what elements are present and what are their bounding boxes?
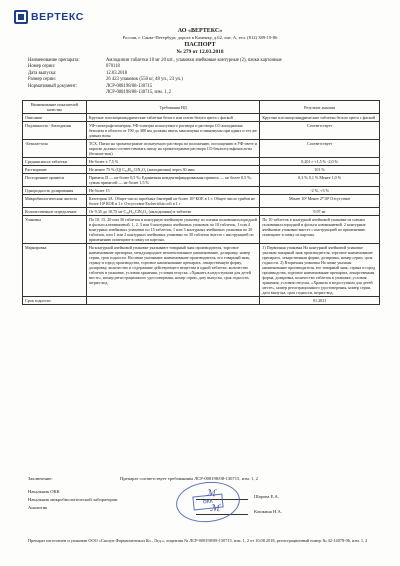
quality-table bbox=[22, 100, 380, 305]
requirement-cell: На контурной ячейковой упаковке указывают товарный знак производителя, торговое наименование препарата, международное непатентованное наименование, дозировку, номер серии, срок годности. На пачке указывают наименование производителя, его товарный знак, страну и город производства, торговое наименование препарата, лекарственную форму, дозировку, количество и содержание действующего вещества в одной таблетке, количество таблеток в упаковке, условия хранения, условия отпуска, «Хранить в недоступном для детей месте», номер регистрационного удостоверения, номер серии, дату выпуска, срок годности, штрих-код. bbox=[86, 244, 259, 297]
requirement-cell: Примесь D — не более 0,5 %; Единичная неидентифицированная примесь — не более 0,5 %; сумма примесей — не более 1,5 % bbox=[86, 174, 259, 187]
indicator-cell: Растворение bbox=[23, 166, 87, 174]
requirement-cell: Не менее 75 % (Q) C₂₀H₂₅ClN₂O₅ (амлодипина) через 30 мин bbox=[86, 166, 259, 174]
result-cell: По 10 таблеток в контурной ячейковой упаковке из пленки поливинилхлоридной и фольги алюминиевой. 2 контурные ячейковые упаковки вместе с инструкцией по применению помещают в пачку из картона. bbox=[260, 216, 380, 244]
meta-label: Наименование препарата: bbox=[28, 58, 80, 63]
indicator-cell: Маркировка bbox=[23, 244, 87, 297]
result-cell: 101 % bbox=[260, 166, 380, 174]
table-row bbox=[23, 140, 380, 158]
meta-value: Амлодипин таблетки 10 мг 20 шт., упаковки ячейковые контурные (2), пачки картонные bbox=[106, 58, 282, 63]
indicator-cell: Срок годности bbox=[23, 297, 87, 305]
company-address: Россия, г. Санкт-Петербург, дорога в Каменку, д.62, лит. А, тел. (812) 389-19-86 bbox=[122, 35, 278, 40]
table-row bbox=[23, 114, 380, 122]
head-label: Начальник ОКК bbox=[28, 488, 60, 494]
analyst-signature: ℳ bbox=[210, 504, 220, 514]
meta-value: 070118 bbox=[106, 64, 120, 70]
indicator-cell: Количественное определение bbox=[23, 208, 87, 216]
result-cell: 01.2021 bbox=[260, 297, 380, 305]
requirement-cell: ТСХ. Пятно на хроматограмме испытуемого раствора по положению, поглощению в УФ-свете и окраске должно соответствовать пятну на хроматограмме раствора СО бензолсульфокислоты (безилат-ион) bbox=[86, 140, 259, 158]
conclusion-label: Заключение: bbox=[28, 476, 53, 481]
table-row bbox=[23, 216, 380, 244]
meta-label: Нормативный документ: bbox=[28, 83, 78, 89]
head-signature: ℳ bbox=[206, 489, 216, 499]
micro-label: Начальник микробиологической лаборатории bbox=[28, 496, 118, 502]
indicator-cell: Посторонние примеси bbox=[23, 174, 87, 187]
stamp-inner: ОКК bbox=[192, 493, 223, 510]
requirement-cell: Не более ± 7,5 % bbox=[86, 158, 259, 166]
result-cell: -2 %, +3 % bbox=[260, 187, 380, 195]
indicator-cell: Средняя масса таблетки bbox=[23, 158, 87, 166]
meta-label: Номер серии: bbox=[28, 64, 56, 70]
indicator-cell: -Безилат-ион bbox=[23, 140, 87, 158]
table-row bbox=[23, 187, 380, 195]
meta-value: ЛСР-008198/08-130715 bbox=[106, 83, 153, 89]
table-header-row bbox=[23, 101, 380, 114]
requirement-cell bbox=[86, 297, 259, 305]
indicator-cell: Микробиологическая чистота bbox=[23, 195, 87, 208]
requirement-cell: По 10, 15, 20 или 30 таблеток в контурную ячейковую упаковку из пленки поливинилхлоридной и фольги алюминиевой. 1, 2, 3 или 6 контурных ячейковых упаковок по 10 таблеток, 1 или 4 контурных ячейковых упаковки по 15 таблеток, 1 или 3 контурных ячейковых упаковки по 20 таблеток, или 1 или 2 контурных ячейковых упаковки по 30 таблеток вместе с инструкцией по применению помещают в пачку из картона. bbox=[86, 216, 259, 244]
result-cell: Соответствует bbox=[260, 122, 380, 140]
column-header: Требования НД bbox=[86, 101, 259, 114]
result-cell: Круглые плоскоцилиндрические таблетки белого цвета с фаской bbox=[260, 114, 380, 122]
requirement-cell: Не более 15 bbox=[86, 187, 259, 195]
result-cell: 1) Первичная упаковка На контурной ячейковой упаковке указаны товарный знак производителя, торговое наименование препарата, лекарственная форма, дозировка, номер серии, срок годности. 2) Вторичная упаковка На пачке указаны наименование производителя, его товарный знак, страна и город производства, торговое наименование препарата, лекарственная форма, дозировка, количество таблеток в упаковке, условия хранения, условия отпуска, «Хранить в недоступном для детей месте», номер регистрационного удостоверения, номер серии, дата выпуска, срок годности, штрих-код. bbox=[260, 244, 380, 297]
meta-value: 26 423 упаковок (550 кг, 48 уп., 23 уп.) bbox=[106, 77, 183, 83]
analyst-label: Аналитик bbox=[28, 505, 48, 511]
table-row bbox=[23, 174, 380, 187]
meta-value: 12.03.2018 bbox=[106, 70, 128, 76]
table-row bbox=[23, 158, 380, 166]
table-row bbox=[23, 166, 380, 174]
conclusion-row bbox=[28, 476, 378, 482]
requirement-cell: Категория 3А. Общее число аэробных бактерий не более 10³ КОЕ в 1 г. Общее число грибов не более 10² КОЕ в 1 г. Отсутствие Escherichia coli в 1 г bbox=[86, 195, 259, 208]
column-header: Результат анализа bbox=[260, 101, 380, 114]
indicator-cell: Описание bbox=[23, 114, 87, 122]
requirement-cell: Круглые плоскоцилиндрические таблетки белого или почти белого цвета с фаской bbox=[86, 114, 259, 122]
requirement-cell: От 9,35 до 10,75 мг C₂₀H₂₅ClN₂O₅ (амлодипина) в таблетке bbox=[86, 208, 259, 216]
company-logo bbox=[14, 10, 84, 24]
table-row bbox=[23, 297, 380, 305]
requirement-cell: УФ-спектрофотометрия. УФ-спектры испытуемого раствора и раствора СО амлодипина безилата в области от 190 до 380 нм должны иметь максимумы и минимумы при одних и тех же длинах волн. bbox=[86, 122, 259, 140]
indicator-cell: Однородность дозирования bbox=[23, 187, 87, 195]
conclusion-text: Препарат соответствует требованиям ЛСР-008198/08-130715, изм. 1, 2 bbox=[120, 476, 258, 481]
meta-label bbox=[28, 90, 106, 96]
head-name: Шарова Е.А. bbox=[254, 494, 279, 499]
table-row bbox=[23, 208, 380, 216]
column-header: Наименование показателей качества bbox=[23, 101, 87, 114]
result-cell: Менее 10² Менее 2*10² Отсутствие bbox=[260, 195, 380, 208]
document-title: ПАСПОРТ bbox=[184, 41, 216, 48]
document-number: № 279 от 12.03.2018 bbox=[176, 49, 224, 55]
result-cell: 9,97 мг bbox=[260, 208, 380, 216]
logo-mark-icon bbox=[14, 10, 28, 24]
indicator-cell: Подлинность -Амлодипин bbox=[23, 122, 87, 140]
table-row bbox=[23, 244, 380, 297]
logo-text: ВЕРТЕКС bbox=[31, 11, 84, 23]
meta-label: Дата выпуска: bbox=[28, 70, 57, 76]
meta-label: Размер серии: bbox=[28, 77, 56, 83]
result-cell: 0,201 г +1,5 % -2,0 % bbox=[260, 158, 380, 166]
result-cell: 0,3 % 0,1 % Менее 1,0 % bbox=[260, 174, 380, 187]
meta-row bbox=[28, 90, 378, 96]
table-row bbox=[23, 122, 380, 140]
indicator-cell: Упаковка bbox=[23, 216, 87, 244]
table-row bbox=[23, 195, 380, 208]
company-name: АО «ВЕРТЕКС» bbox=[177, 28, 223, 34]
result-cell: Соответствует bbox=[260, 140, 380, 158]
product-info bbox=[28, 58, 378, 96]
analyst-name: Кошкина Н.А. bbox=[254, 509, 282, 514]
manufacturer-note: Препарат изготовлен и упакован ООО «Сяолун Фармасьютикал Ко., Лтд.», лицензия № ЛСР-008198/08-130715, изм. 1, 2 от 10.08.2018, регистрационный номер № 42-14078-06, изм. 1, 2 bbox=[28, 538, 368, 543]
meta-value: ЛСР-008198/08-130715, изм. 1, 2 bbox=[106, 90, 172, 96]
